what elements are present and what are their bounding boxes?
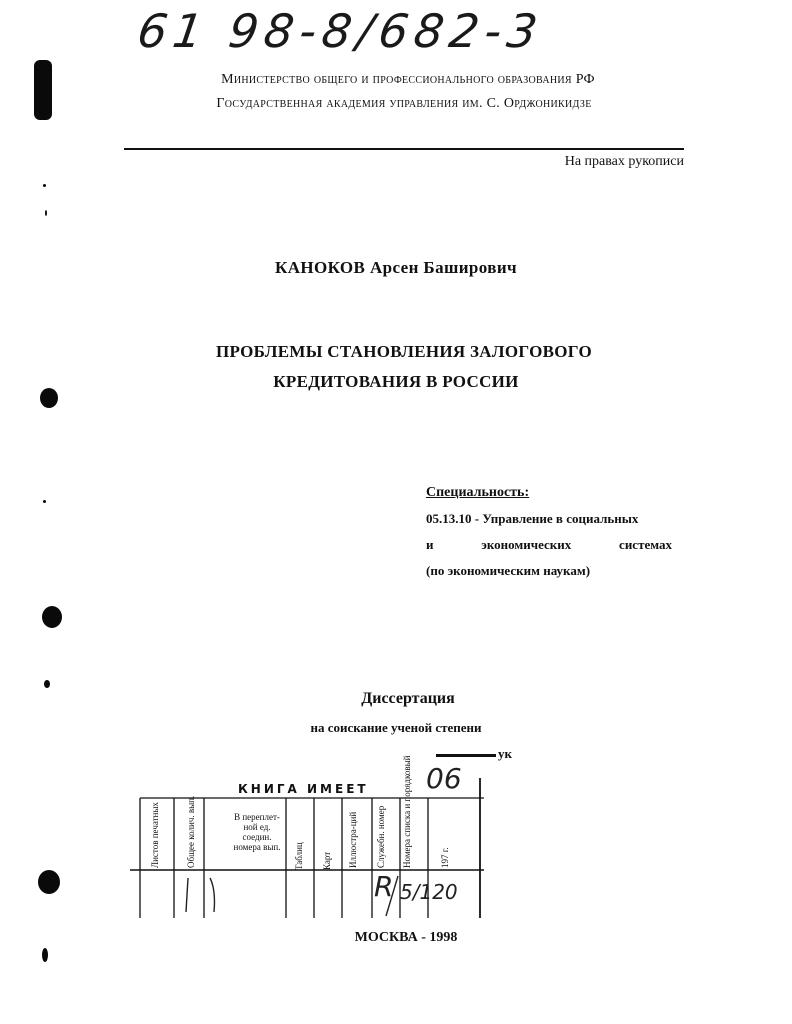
ministry-name: Министерство общего и профессионального образования РФ xyxy=(221,72,595,87)
academy-name: Государственная академия управления им. С. Орджоникидзе xyxy=(216,96,592,111)
stamp-handwritten-count: 06 xyxy=(426,762,462,795)
scan-edge-marks xyxy=(0,0,70,1024)
stamp-column-year: 197 г. xyxy=(440,847,450,868)
stamp-column-total: Общее колич. вып. xyxy=(186,795,196,868)
specialty-word: экономических xyxy=(481,537,572,552)
specialty-word: системах xyxy=(619,537,672,552)
dissertation-heading: Диссертация xyxy=(361,690,455,707)
stamp-column-list-number: Номера списка и порядковый xyxy=(402,755,412,868)
specialty-heading: Специальность: xyxy=(426,485,530,500)
thesis-title-line-2: КРЕДИТОВАНИЯ В РОССИИ xyxy=(273,372,519,391)
handwritten-catalog-code: 61 98-8/682-3 xyxy=(134,4,547,58)
city-and-year: МОСКВА - 1998 xyxy=(354,930,458,945)
manuscript-note: На правах рукописи xyxy=(564,154,684,169)
thesis-title-line-1: ПРОБЛЕМЫ СТАНОВЛЕНИЯ ЗАЛОГОВОГО xyxy=(216,342,592,361)
stamp-title: КНИГА ИМЕЕТ xyxy=(238,782,369,796)
specialty-word: и xyxy=(426,537,434,552)
header-divider xyxy=(124,148,684,150)
author-name: КАНОКОВ Арсен Баширович xyxy=(274,258,518,277)
specialty-line-2 xyxy=(426,532,672,558)
stamp-column-sheets: Листов печатных xyxy=(150,802,160,868)
stamp-column-binding: В переплет-ной ед. соедин. номера вып. xyxy=(233,812,281,852)
specialty-line-1: 05.13.10 - Управление в социальных xyxy=(426,511,639,526)
stamp-column-illustrations: Иллюстра-ций xyxy=(348,811,358,868)
stamp-column-service-number: Служебн. номер xyxy=(376,805,386,868)
stamp-handwritten-number: 5/120 xyxy=(400,880,458,904)
stamp-column-maps: Карт xyxy=(322,851,332,870)
stamp-column-tables: Таблиц xyxy=(294,842,304,870)
specialty-line-3: (по экономическим наукам) xyxy=(426,563,591,578)
stamp-handwritten-mark: R xyxy=(374,870,394,903)
dissertation-obscured-text: ук xyxy=(436,746,512,762)
dissertation-subtitle: на соискание ученой степени xyxy=(310,720,482,735)
specialty-block xyxy=(426,480,672,584)
